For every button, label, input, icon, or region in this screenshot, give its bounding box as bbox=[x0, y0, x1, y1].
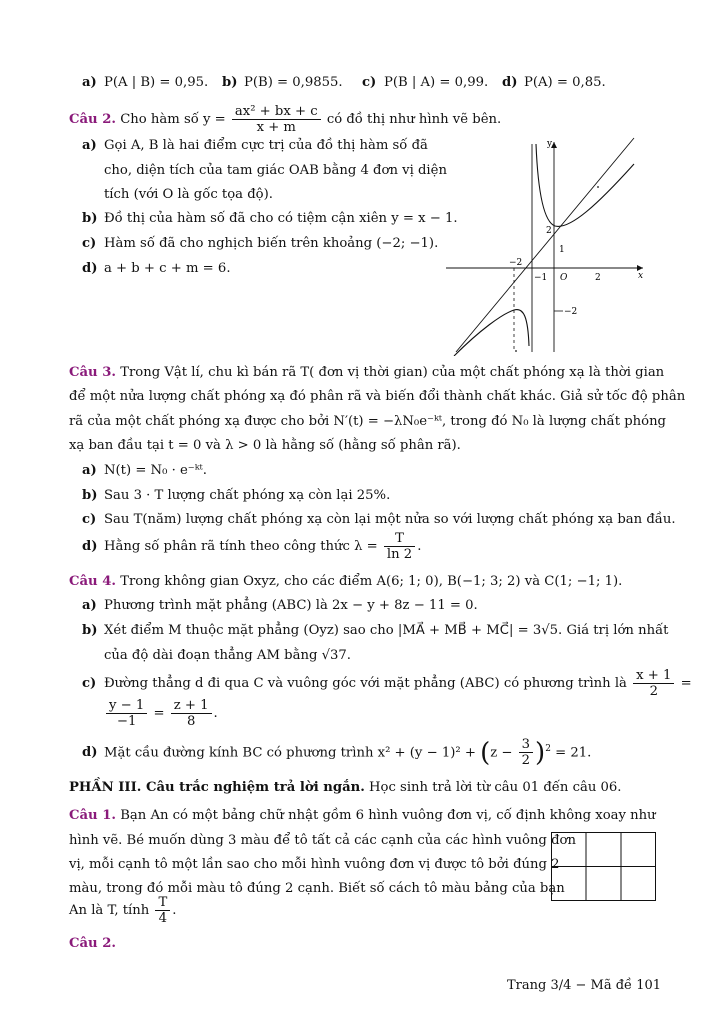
cau2-intro bbox=[69, 103, 501, 137]
cau2-c-text: Hàm số đã cho nghịch biến trên khoảng (−2; −1). bbox=[104, 236, 439, 251]
cau3-option-d: d) Hằng số phân rã tính theo công thức λ = $\frac{T}{\ln 2}$ . bbox=[82, 531, 422, 562]
cau4-b-line1: Xét điểm M thuộc mặt phẳng (Oyz) sao cho |MA⃗ + MB⃗ + MC⃗| = 3√5. Giá trị lớn nhất bbox=[104, 623, 669, 638]
page-footer: Trang 3/4 − Mã đề 101 bbox=[507, 978, 662, 993]
fraction-numerator: x + 1 bbox=[633, 668, 674, 684]
cau1-fraction bbox=[155, 895, 170, 926]
option-c-prev: c) P(B | A) = 0,99. bbox=[362, 75, 489, 90]
cau3-text-1: Trong Vật lí, chu kì bán rã T( đơn vị thời gian) của một chất phóng xạ là thời gian bbox=[120, 365, 665, 380]
fraction-numerator: z + 1 bbox=[171, 698, 212, 714]
cau1-end: . bbox=[172, 903, 177, 918]
part3-heading bbox=[69, 776, 659, 800]
cau1-line3: vị, mỗi cạnh tô một lần sao cho mỗi hình vuông đơn vị được tô bởi đúng 2 bbox=[69, 857, 560, 872]
origin-label: O bbox=[560, 273, 568, 283]
fraction-numerator: T bbox=[384, 531, 415, 547]
tick-label-y-neg2: −2 bbox=[564, 307, 578, 317]
cau3-paragraph-line3: rã của một chất phóng xạ được cho bởi N′(t) = −λN₀e⁻ᵏᵗ, trong đó N₀ là lượng chất phóng bbox=[69, 414, 666, 429]
tick-label-y-2: 2 bbox=[546, 226, 552, 236]
cau4-c-fraction-1 bbox=[633, 668, 674, 699]
cau2-intro-after: có đồ thị như hình vẽ bên. bbox=[326, 112, 502, 127]
cau3-b-text: Sau 3 · T lượng chất phóng xạ còn lại 25%. bbox=[104, 488, 391, 503]
cau4-option-d: d) Mặt cầu đường kính BC có phương trình x² + (y − 1)² + (z − $\frac{3}{2}$ )$^2$ = 21. bbox=[82, 737, 592, 769]
cau4-d-z: z − bbox=[490, 745, 513, 761]
option-d-text: P(A) = 0,85. bbox=[524, 75, 606, 90]
cau3-option-c: c) Sau T(năm) lượng chất phóng xạ còn lại một nửa so với lượng chất phóng xạ ban đầu. bbox=[82, 512, 676, 527]
cau4-intro bbox=[69, 570, 659, 594]
next-question bbox=[69, 936, 116, 951]
cau2-a-line3: tích (với O là gốc tọa độ). bbox=[104, 187, 273, 202]
cau4-option-c: c) Đường thẳng d đi qua C và vuông góc với mặt phẳng (ABC) có phương trình là $\frac{x + 1}{2}$ = bbox=[82, 668, 692, 699]
cau3-c-text: Sau T(năm) lượng chất phóng xạ còn lại một nửa so với lượng chất phóng xạ ban đầu. bbox=[104, 512, 676, 527]
question-label: Câu 4. bbox=[69, 574, 116, 589]
tick-label-x-neg1: −1 bbox=[534, 273, 548, 283]
cau2-d-text: a + b + c + m = 6. bbox=[104, 261, 231, 276]
cau3-option-b: b) Sau 3 · T lượng chất phóng xạ còn lại 25%. bbox=[82, 488, 391, 503]
cau2-option-a: a) Gọi A, B là hai điểm cực trị của đồ thị hàm số đã bbox=[82, 138, 428, 153]
question-label: Câu 1. bbox=[69, 808, 116, 823]
tick-label-x-2: 2 bbox=[595, 273, 601, 283]
cau4-d-text: Mặt cầu đường kính BC có phương trình x² + (y − 1)² + bbox=[104, 745, 476, 761]
cau4-option-b: b) Xét điểm M thuộc mặt phẳng (Oyz) sao cho |MA⃗ + MB⃗ + MC⃗| = 3√5. Giá trị lớn nhất bbox=[82, 623, 669, 638]
cau4-d-end: = 21. bbox=[555, 745, 592, 761]
cau3-option-a: a) N(t) = N₀ · e⁻ᵏᵗ. bbox=[82, 463, 207, 478]
cau2-b-text: Đồ thị của hàm số đã cho có tiệm cận xiên y = x − 1. bbox=[104, 211, 458, 226]
graph-left-branch bbox=[454, 310, 529, 356]
option-d-prev: d) P(A) = 0,85. bbox=[502, 75, 606, 90]
cau3-paragraph-line1 bbox=[69, 361, 665, 385]
cau3-d-fraction bbox=[384, 531, 415, 562]
tick-label-x-neg2: −2 bbox=[509, 258, 523, 268]
cau2-intro-before: Cho hàm số y = bbox=[120, 112, 226, 127]
cau2-option-c: c) Hàm số đã cho nghịch biến trên khoảng (−2; −1). bbox=[82, 236, 439, 251]
option-b-text: P(B) = 0,9855. bbox=[244, 75, 343, 90]
cau1-line5 bbox=[69, 894, 176, 928]
paren-open: ( bbox=[480, 737, 491, 768]
question-label: Câu 2. bbox=[69, 936, 116, 951]
fraction-numerator: T bbox=[155, 895, 170, 911]
part3-instruction: Học sinh trả lời từ câu 01 đến câu 06. bbox=[369, 780, 622, 795]
oblique-asymptote bbox=[456, 138, 634, 352]
cau2-option-d: d) a + b + c + m = 6. bbox=[82, 261, 231, 276]
fraction-numerator: y − 1 bbox=[106, 698, 147, 714]
cau3-a-text: N(t) = N₀ · e⁻ᵏᵗ. bbox=[104, 463, 207, 478]
cau2-a-line2: cho, diện tích của tam giác OAB bằng 4 đơn vị diện bbox=[104, 163, 447, 178]
cau4-a-text: Phương trình mặt phẳng (ABC) là 2x − y + 8z − 11 = 0. bbox=[104, 598, 478, 613]
fraction-numerator: ax² + bx + c bbox=[232, 104, 321, 120]
option-a-prev: a) P(A | B) = 0,95. bbox=[82, 75, 209, 90]
function-graph bbox=[440, 134, 655, 356]
fraction-numerator: 3 bbox=[519, 737, 533, 753]
x-axis-label: x bbox=[638, 271, 644, 281]
cau4-b-line2: của độ dài đoạn thẳng AM bằng √37. bbox=[104, 648, 351, 663]
cau4-c-end: . bbox=[213, 706, 218, 721]
cau2-option-b: b) Đồ thị của hàm số đã cho có tiệm cận xiên y = x − 1. bbox=[82, 211, 458, 226]
fraction-denominator: 2 bbox=[521, 753, 531, 769]
question-label: Câu 2. bbox=[69, 112, 116, 127]
fraction-denominator: 8 bbox=[186, 714, 196, 729]
paren-close: ) bbox=[535, 737, 546, 768]
rectangle-grid-figure bbox=[551, 832, 657, 902]
cau4-c-fraction-3 bbox=[171, 698, 212, 729]
cau4-d-fraction bbox=[519, 737, 533, 768]
fraction-denominator: ln 2 bbox=[386, 547, 413, 562]
cau4-c-text: Đường thẳng d đi qua C và vuông góc với mặt phẳng (ABC) có phương trình là bbox=[104, 676, 627, 691]
question-label: Câu 3. bbox=[69, 365, 116, 380]
cau1-text-5: An là T, tính bbox=[69, 903, 150, 918]
cau4-option-c-cont bbox=[104, 697, 218, 731]
part3-title: PHẦN III. Câu trắc nghiệm trả lời ngắn. bbox=[69, 780, 365, 795]
cau4-intro-text: Trong không gian Oxyz, cho các điểm A(6; 1; 0), B(−1; 3; 2) và C(1; −1; 1). bbox=[120, 574, 623, 589]
cau1-line2: hình vẽ. Bé muốn dùng 3 màu để tô tất cả các cạnh của các hình vuông đơn bbox=[69, 833, 576, 848]
equals-sign: = bbox=[153, 706, 165, 721]
fraction-denominator: −1 bbox=[116, 714, 137, 729]
cau1-line4: màu, trong đó mỗi màu tô đúng 2 cạnh. Biết số cách tô màu bảng của bạn bbox=[69, 881, 565, 896]
graph-dot-bottom bbox=[515, 350, 517, 352]
exponent-2: 2 bbox=[545, 744, 551, 754]
cau3-d-end: . bbox=[417, 539, 422, 554]
cau1-text-1: Bạn An có một bảng chữ nhật gồm 6 hình vuông đơn vị, cố định không xoay như bbox=[120, 808, 656, 823]
y-axis-label: y bbox=[547, 139, 553, 149]
cau3-d-text: Hằng số phân rã tính theo công thức λ = bbox=[104, 539, 378, 554]
cau2-function-fraction bbox=[232, 104, 321, 135]
fraction-denominator: 4 bbox=[158, 911, 168, 926]
fraction-denominator: x + m bbox=[256, 120, 296, 135]
tick-label-y-1: 1 bbox=[559, 245, 565, 255]
fraction-denominator: 2 bbox=[649, 684, 658, 699]
cau3-paragraph-line4: xạ ban đầu tại t = 0 và λ > 0 là hằng số (hằng số phân rã). bbox=[69, 438, 461, 453]
cau3-paragraph-line2: để một nửa lượng chất phóng xạ đó phân rã và biến đổi thành chất khác. Giả sử tốc độ phân bbox=[69, 389, 686, 404]
cau4-c-fraction-2 bbox=[106, 698, 147, 729]
graph-dot-top bbox=[597, 186, 599, 188]
cau4-option-a: a) Phương trình mặt phẳng (ABC) là 2x − y + 8z − 11 = 0. bbox=[82, 598, 478, 613]
option-a-text: P(A | B) = 0,95. bbox=[104, 75, 209, 90]
cau1-line1 bbox=[69, 804, 669, 828]
cau2-a-line1: Gọi A, B là hai điểm cực trị của đồ thị hàm số đã bbox=[104, 138, 428, 153]
option-c-text: P(B | A) = 0,99. bbox=[384, 75, 489, 90]
option-b-prev: b) P(B) = 0,9855. bbox=[222, 75, 343, 90]
equals-sign: = bbox=[680, 676, 692, 691]
